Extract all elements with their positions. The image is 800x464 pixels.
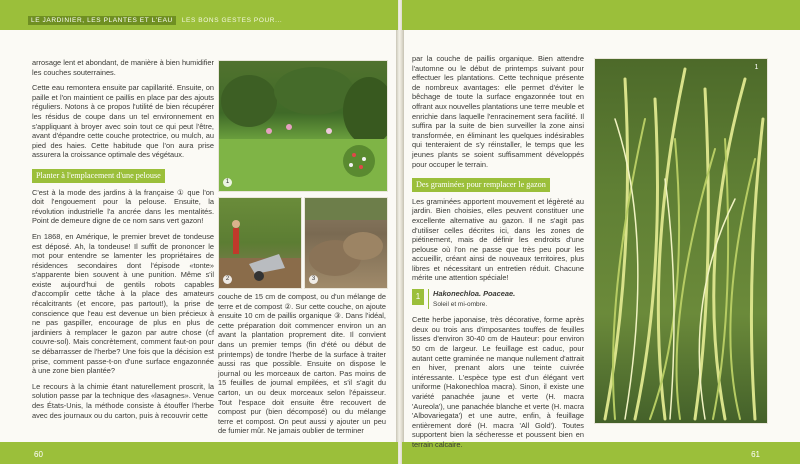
section-heading-lawn: Planter à l'emplacement d'une pelouse (32, 169, 165, 183)
paragraph: par la couche de paillis organique. Bien attendre l'automne ou le début de printemps suivant pour effectuer les plantations. Cette technique présente de nombreux avantages: elle permet d'éviter le bêchage de toute la surface engazonnée tout en offrant aux nouvelles plantations une terre meuble et enrichie dans laquelle l'enracinement sera facilité. Il suffira par la suite de bien surveiller la zone ainsi transformée, en éliminant les quelques indésirables qui tenteraient de s'y réinstaller, le temps que les jeunes plants se soient suffisamment développés pour occuper le terrain. (412, 54, 585, 169)
book-gutter (396, 0, 404, 464)
caption-number: 1 (412, 289, 424, 305)
photo-number-badge: 3 (309, 275, 318, 284)
paragraph: Les graminées apportent mouvement et légèreté au jardin. Bien choisies, elles peuvent constituer une excellente alternative au gazon. Il ne s'agit pas d'utiliser celles décrites ici, dans les zones de piétinement, mais de définir les endroits d'une pelouse où l'on ne passe que très peu pour les accueillir, créant ainsi de nouveaux territoires, plus libres et nécessitant un entretien réduit. Chacune mérite une attention spéciale! (412, 196, 584, 283)
section-heading-grasses: Des graminées pour remplacer le gazon (412, 178, 550, 192)
paragraph: C'est à la mode des jardins à la française ① que l'on doit l'engouement pour la pelouse. Ensuite, la révolution industrielle l'a ancrée dans les mentalités. Point de demeure digne de ce nom sans vert gazon! (32, 187, 214, 226)
photo-mulch (304, 197, 388, 289)
caption-subtitle: Soleil et mi-ombre. (433, 300, 488, 308)
running-header-subsection: LES BONS GESTES POUR... (181, 17, 283, 24)
left-text-column-2 (218, 292, 386, 442)
running-header (28, 17, 282, 24)
page-number-left: 60 (34, 450, 43, 459)
paragraph: En 1868, en Amérique, le premier brevet de tondeuse est déposé. Ah, la tondeuse! Il suffit de prononcer le mot pour entendre se lamenter les propriétaires de résidences secondaires dont l'épisode «tonte» s'apparente bien souvent à une punition. Même s'il existe aujourd'hui de gentils robots capables d'accomplir cette tâche à la place des amateurs récalcitrants (et encore, pas partout!), la prise de conscience que l'eau est devenue un bien précieux à ne pas gaspiller, encourage de plus en plus de jardiniers à remplacer le gazon par autre chose (cf couvre-sol). Mais concrètement, comment faut-on pour se débarrasser de l'herbe? Une fois que la décision est prise, comment passe-t-on d'une surface engazonnée à une zone bien plantée? (32, 231, 214, 376)
mulch-illustration (305, 198, 387, 288)
garden-illustration (219, 61, 387, 191)
paragraph: Cette eau remontera ensuite par capillarité. Ensuite, on paille et l'on maintient ce paillis en place par des ajouts réguliers. Notons à ce propos l'utilité de bien récupérer les résidus de coupe dans un tel environnement en s'appliquant à broyer avec soin tout ce qui peut l'être, avant d'épandre cette couche protectrice, ou mulch, au pied des haies. Cette habitude que l'on aura prise assurera la croissance optimale des végétaux. (32, 83, 214, 160)
paragraph: Cette herbe japonaise, très décorative, forme après deux ou trois ans d'imposantes touffes de feuilles lisses d'environ 30-40 cm de Hauteur: pour environ 50 cm de largeur. Le feuillage est caduc, pour autant cette graminée ne manque nullement d'attrait en hiver, prenant alors une teinte cuivrée intéressante. L'espèce type est d'un élégant vert uniforme (Hakonechloa macra). Sinon, il existe une variété panachée jaune et verte (H. macra 'Aureola'), une panachée blanche et verte (H. macra 'Albovariegata') et une autre, enfin, à feuillage entièrement doré (H. macra 'All Gold'). Toutes supportent bien la sécheresse et poussent bien en terrain calcaire. (412, 315, 584, 449)
top-band-right (402, 0, 800, 30)
wheelbarrow-illustration (219, 198, 301, 288)
top-band-left (0, 0, 398, 30)
running-header-section: LE JARDINIER, LES PLANTES ET L'EAU (28, 16, 176, 25)
photo-french-garden (218, 60, 388, 192)
paragraph: couche de 15 cm de compost, ou d'un mélange de terre et de compost ②. Sur cette couche, on ajoute ensuite 10 cm de paillis organique ③. Dans l'idéal, cette préparation doit commencer environ un an avant la plantation proprement dite. Il convient dans un premier temps (fin d'été ou début de printemps) de tondre l'herbe de la surface à traiter aussi ras que possible. Ensuite on dispose le journal ou les morceaux de carton. Pas moins de 15 feuilles de journal empilées, et s'il s'agit du carton, un ou deux morceaux selon l'épaisseur. Tout l'espace doit ensuite être recouvert de compost pur (bien décomposé) ou du mélange terre et compost. On peut aussi y ajouter un peu de fumier mûr. Ne jamais oublier de terminer (218, 292, 386, 436)
page-number-right: 61 (751, 450, 760, 459)
caption-text-block (428, 289, 515, 309)
photo-hakonechloa-grass (594, 58, 768, 424)
photo-number-badge: 2 (223, 275, 232, 284)
plant-caption (412, 289, 584, 309)
caption-title: Hakonechloa. Poaceae. (433, 289, 516, 299)
photo-number-badge: 1 (754, 64, 759, 71)
right-text-column (412, 54, 584, 456)
paragraph: arrosage lent et abondant, de manière à bien humidifier les couches souterraines. (32, 58, 214, 77)
left-text-column-1 (32, 58, 214, 426)
bottom-band-left (0, 442, 398, 464)
photo-wheelbarrow (218, 197, 302, 289)
photo-number-badge: 1 (223, 178, 232, 187)
grass-illustration (595, 59, 767, 423)
paragraph: Le recours à la chimie étant naturellement proscrit, la solution passe par la technique des «lasagnes». Venue des États-Unis, la méthode consiste à étouffer l'herbe avec des journaux ou du carton, puis à recouvrir cette (32, 381, 214, 420)
